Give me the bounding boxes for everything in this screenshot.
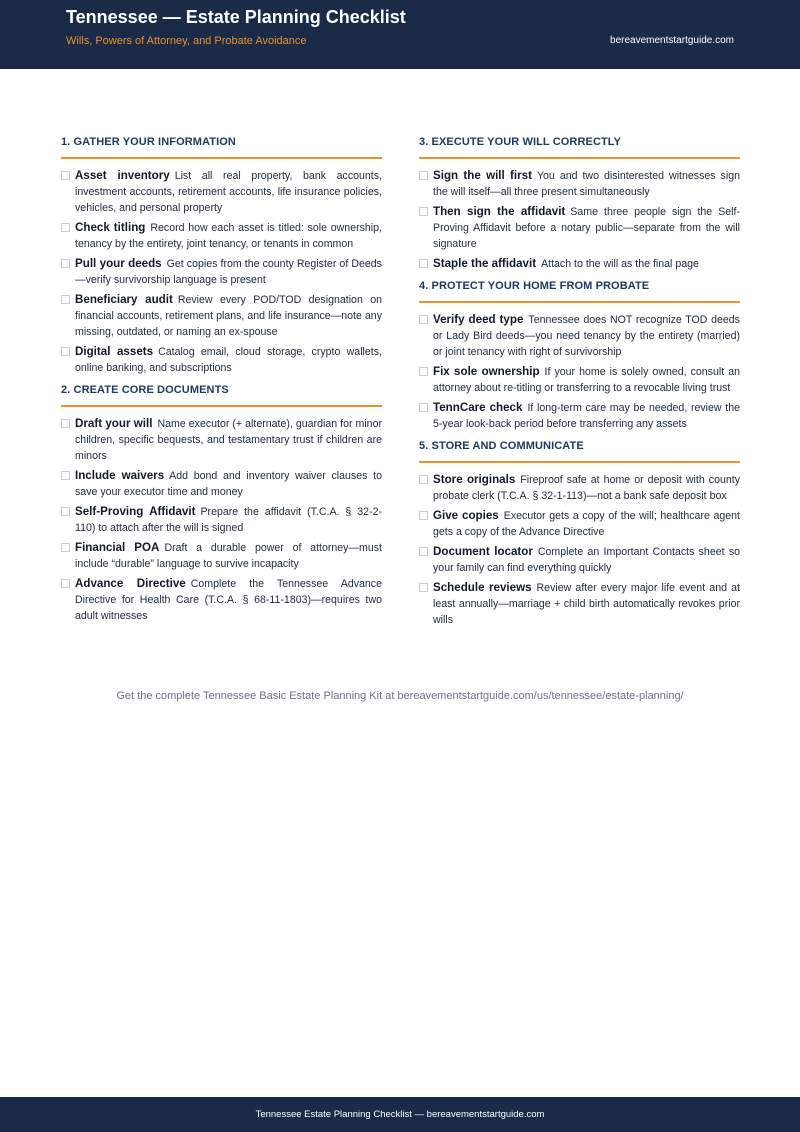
section-heading: 2. CREATE CORE DOCUMENTS <box>61 384 382 407</box>
checklist-item <box>419 472 740 504</box>
item-term: Store originals <box>433 473 516 486</box>
item-description: Tennessee does NOT recognize TOD deeds or Lady Bird deeds—you need tenancy by the entirety (married) or joint tenancy with right of survivorship <box>433 314 740 358</box>
checklist-item <box>61 576 382 624</box>
site-link[interactable]: bereavementstartguide.com <box>610 35 734 46</box>
checklist-item <box>61 256 382 288</box>
item-term: Schedule reviews <box>433 581 532 594</box>
checkbox[interactable] <box>61 347 70 356</box>
item-description: Complete the Tennessee Advance Directive for Health Care (T.C.A. § 68-11-1803)—requires two adult witnesses <box>75 578 382 622</box>
item-description: Prepare the affidavit (T.C.A. § 32-2-110) to attach after the will is signed <box>75 506 382 534</box>
checkbox[interactable] <box>61 295 70 304</box>
item-description: Name executor (+ alternate), guardian for minor children, specific bequests, and testamentary trust if children are minors <box>75 418 382 462</box>
checklist-item <box>61 540 382 572</box>
item-term: Draft your will <box>75 417 153 430</box>
item-term: Financial POA <box>75 541 160 554</box>
checklist-item <box>61 504 382 536</box>
checklist-item <box>61 168 382 216</box>
item-description: Record how each asset is titled: sole ownership, tenancy by the entirety, joint tenancy, or tenants in common <box>75 222 382 250</box>
item-term: Self-Proving Affidavit <box>75 505 196 518</box>
promo-text[interactable]: Get the complete Tennessee Basic Estate Planning Kit at bereavementstartguide.com/us/tennessee/estate-planning/ <box>116 690 684 702</box>
checkbox[interactable] <box>61 223 70 232</box>
item-term: Include waivers <box>75 469 165 482</box>
item-description: Catalog email, cloud storage, crypto wallets, online banking, and subscriptions <box>75 346 382 374</box>
item-description: Same three people sign the Self-Proving Affidavit before a notary public—separate from the will signature <box>433 206 741 250</box>
checklist-section <box>61 384 382 624</box>
checkbox[interactable] <box>61 471 70 480</box>
item-term: Fix sole ownership <box>433 365 540 378</box>
item-term: Then sign the affidavit <box>433 205 566 218</box>
checklist-section <box>61 136 382 376</box>
item-description: If your home is solely owned, consult an attorney about re-titling or transferring to a revocable living trust <box>433 366 740 394</box>
item-term: Check titling <box>75 221 146 234</box>
checklist-section <box>419 136 740 272</box>
item-term: Advance Directive <box>75 577 186 590</box>
checklist-item <box>61 344 382 376</box>
section-heading: 1. GATHER YOUR INFORMATION <box>61 136 382 159</box>
item-description: Draft a durable power of attorney—must include “durable” language to survive incapacity <box>75 542 382 570</box>
checkbox[interactable] <box>419 475 428 484</box>
item-term: Staple the affidavit <box>433 257 537 270</box>
page-title: Tennessee — Estate Planning Checklist <box>66 7 406 27</box>
checkbox[interactable] <box>419 511 428 520</box>
section-heading: 5. STORE AND COMMUNICATE <box>419 440 740 463</box>
checklist-item <box>419 400 740 432</box>
checkbox[interactable] <box>419 367 428 376</box>
checkbox[interactable] <box>419 403 428 412</box>
item-description: You and two disinterested witnesses sign the will itself—all three present simultaneously <box>433 170 740 198</box>
item-term: TennCare check <box>433 401 523 414</box>
checklist-item <box>61 220 382 252</box>
item-description: Attach to the will as the final page <box>541 258 699 270</box>
checklist-item <box>419 508 740 540</box>
item-description: Get copies from the county Register of Deeds—verify survivorship language is present <box>75 258 382 286</box>
item-description: List all real property, bank accounts, investment accounts, retirement accounts, life insurance policies, vehicles, and personal property <box>75 170 382 214</box>
checklist-item <box>419 256 740 272</box>
checkbox[interactable] <box>419 207 428 216</box>
item-term: Give copies <box>433 509 499 522</box>
checklist-item <box>61 292 382 340</box>
item-description: Executor gets a copy of the will; healthcare agent gets a copy of the Advance Directive <box>433 510 740 538</box>
checkbox[interactable] <box>419 259 428 268</box>
page-footer: Tennessee Estate Planning Checklist — bereavementstartguide.com <box>0 1097 800 1132</box>
checkbox[interactable] <box>61 543 70 552</box>
checkbox[interactable] <box>419 171 428 180</box>
checkbox[interactable] <box>61 171 70 180</box>
checklist-item <box>419 168 740 200</box>
item-term: Document locator <box>433 545 533 558</box>
item-term: Beneficiary audit <box>75 293 173 306</box>
checklist-section <box>419 280 740 432</box>
checklist-item <box>61 468 382 500</box>
checklist-item <box>419 580 740 628</box>
checklist-item <box>419 204 740 252</box>
item-term: Digital assets <box>75 345 154 358</box>
section-heading: 3. EXECUTE YOUR WILL CORRECTLY <box>419 136 740 159</box>
checkbox[interactable] <box>61 419 70 428</box>
page-subtitle: Wills, Powers of Attorney, and Probate Avoidance <box>66 35 307 47</box>
item-description: Fireproof safe at home or deposit with county probate clerk (T.C.A. § 32-1-113)—not a bank safe deposit box <box>433 474 740 502</box>
checkbox[interactable] <box>419 315 428 324</box>
checkbox[interactable] <box>419 547 428 556</box>
checkbox[interactable] <box>61 579 70 588</box>
item-term: Verify deed type <box>433 313 524 326</box>
checklist-section <box>419 440 740 628</box>
checklist-item <box>61 416 382 464</box>
right-column <box>419 136 740 636</box>
section-heading: 4. PROTECT YOUR HOME FROM PROBATE <box>419 280 740 303</box>
item-description: Review every POD/TOD designation on financial accounts, retirement plans, and life insurance—note any missing, outdated, or naming an ex-spouse <box>75 294 382 338</box>
item-description: Complete an Important Contacts sheet so your family can find everything quickly <box>433 546 741 574</box>
item-term: Sign the will first <box>433 169 532 182</box>
left-column <box>61 136 382 632</box>
item-description: If long-term care may be needed, review the 5-year look-back period before transferring any assets <box>433 402 740 430</box>
checklist-item <box>419 312 740 360</box>
checklist-item <box>419 544 740 576</box>
checkbox[interactable] <box>419 583 428 592</box>
page-header <box>0 0 800 69</box>
item-term: Asset inventory <box>75 169 170 182</box>
checkbox[interactable] <box>61 507 70 516</box>
item-term: Pull your deeds <box>75 257 162 270</box>
checkbox[interactable] <box>61 259 70 268</box>
checklist-item <box>419 364 740 396</box>
item-description: Review after every major life event and at least annually—marriage + child birth automatically revokes prior wills <box>433 582 740 626</box>
item-description: Add bond and inventory waiver clauses to save your executor time and money <box>75 470 382 498</box>
